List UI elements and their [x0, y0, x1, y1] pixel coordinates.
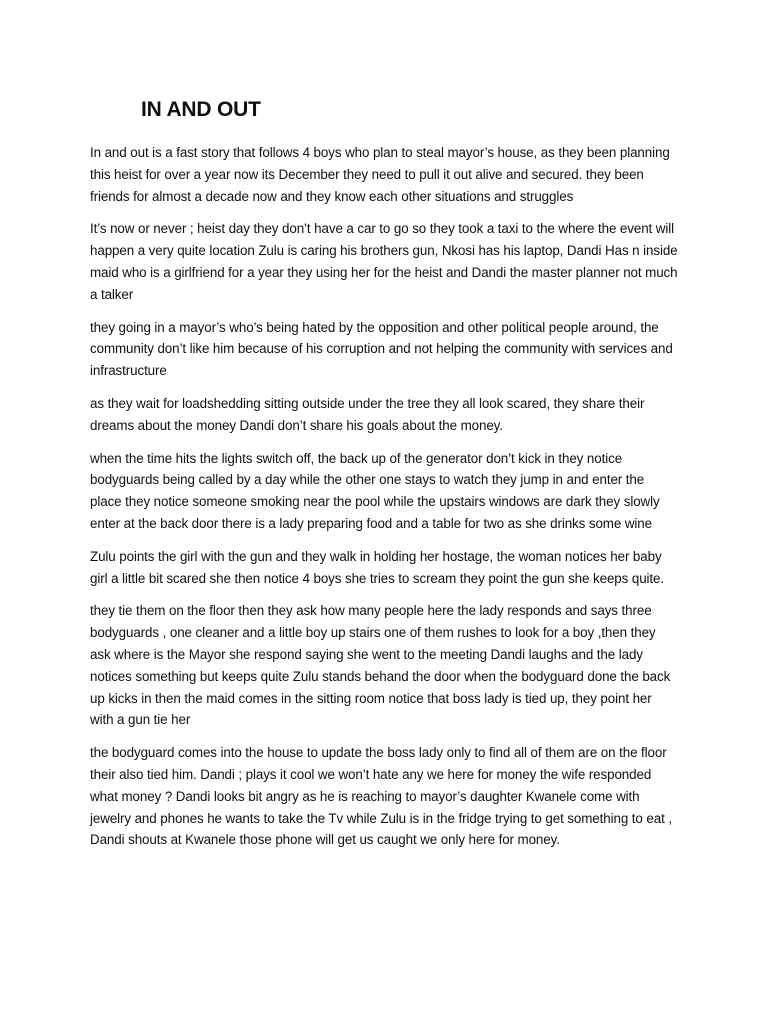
paragraph-2: It’s now or never ; heist day they don’t have a car to go so they took a taxi to the where the event will happen a very quite location Zulu is caring his brothers gun, Nkosi has his laptop, Dandi Has n inside maid who is a girlfriend for a year they using her for the heist and Dandi the master planner not much a talker: [90, 221, 678, 302]
paragraph-6: Zulu points the girl with the gun and they walk in holding her hostage, the woman notices her baby girl a little bit scared she then notice 4 boys she tries to scream they point the gun she keeps quite.: [90, 548, 665, 586]
paragraph-3: they going in a mayor’s who’s being hated by the opposition and other political people around, the community don’t like him because of his corruption and not helping the community with services and infrastructure: [90, 319, 673, 379]
paragraph-1: In and out is a fast story that follows 4 boys who plan to steal mayor’s house, as they been planning this heist for over a year now its December they need to pull it out alive and secured. they been friends for almost a decade now and they know each other situations and struggles: [90, 145, 670, 204]
document-title: IN AND OUT: [141, 98, 261, 121]
paragraph-7: they tie them on the floor then they ask how many people here the lady responds and says three bodyguards , one cleaner and a little boy up stairs one of them rushes to look for a boy ,then they ask where is the Mayor she respond saying she went to the meeting Dandi laughs and the lady notices something but keeps quite Zulu stands behand the door when the bodyguard done the back up kicks in then the maid comes in the sitting room notice that boss lady is tied up, they point her with a gun tie her: [90, 603, 671, 728]
paragraph-8: the bodyguard comes into the house to update the boss lady only to find all of them are on the floor their also tied him. Dandi ; plays it cool we won’t hate any we here for money the wife responded what money ? Dandi looks bit angry as he is reaching to mayor’s daughter Kwanele come with jewelry and phones he wants to take the Tv while Zulu is in the fridge trying to get something to eat , Dandi shouts at Kwanele those phone will get us caught we only here for money.: [90, 745, 672, 848]
paragraph-5: when the time hits the lights switch off, the back up of the generator don’t kick in they notice bodyguards being called by a day while the other one stays to watch they jump in and enter the place they notice someone smoking near the pool while the upstairs windows are dark they slowly enter at the back door there is a lady preparing food and a table for two as she drinks some wine: [90, 450, 660, 531]
paragraph-4: as they wait for loadshedding sitting outside under the tree they all look scared, they share their dreams about the money Dandi don’t share his goals about the money.: [90, 395, 645, 433]
document-body: [90, 142, 678, 862]
